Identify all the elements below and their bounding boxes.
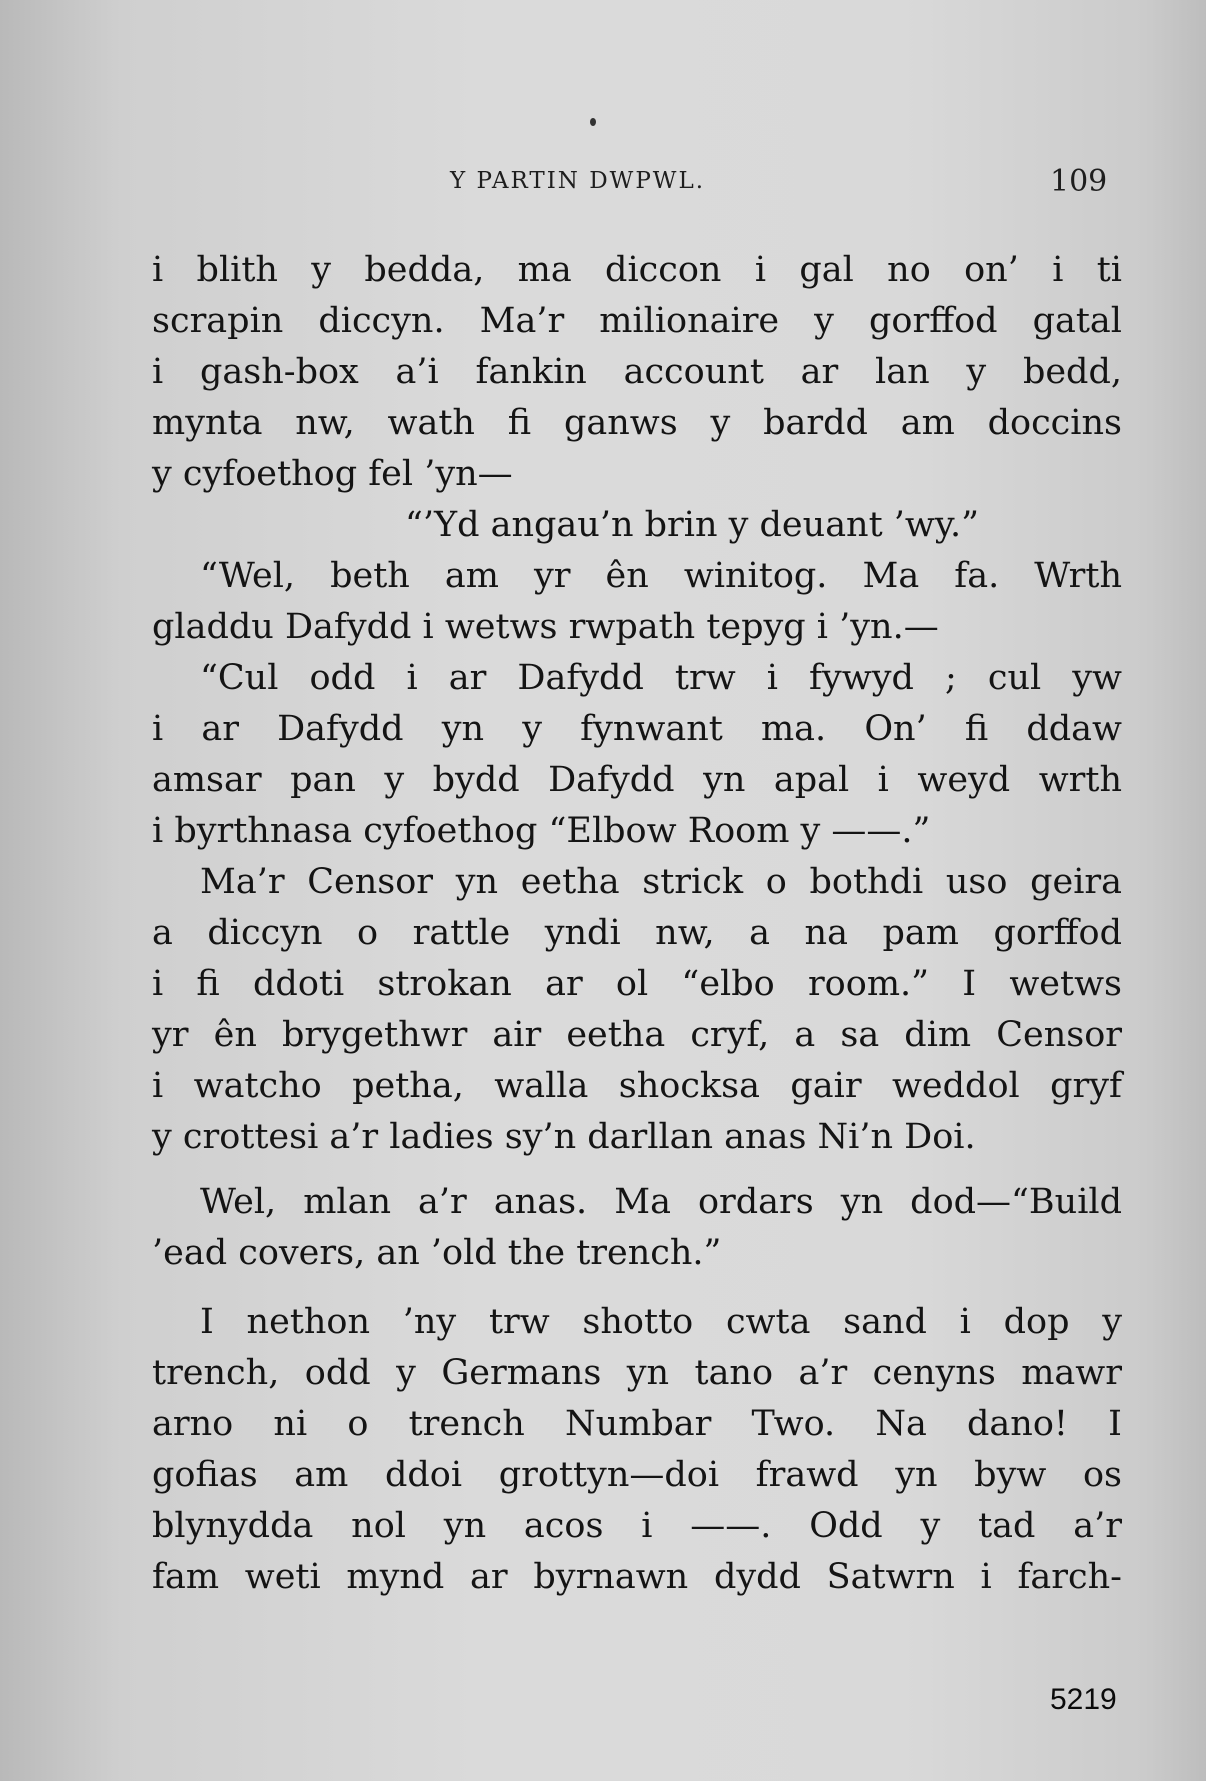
quotation [152,500,1122,551]
text-line: i ar Dafydd yn y fynwant ma. On’ fi ddaw [152,709,1122,749]
paragraph [152,1177,1122,1279]
ink-speck [590,118,596,126]
text-line: “Wel, beth am yr ên winitog. Ma fa. Wrth [200,556,1122,596]
paragraph [152,1297,1122,1603]
text-line: a diccyn o rattle yndi nw, a na pam gorffod [152,913,1122,953]
paragraph [152,653,1122,857]
text-line: i gash-box a’i fankin account ar lan y bedd, [152,352,1122,392]
archive-stamp-number: 5219 [1050,1683,1117,1716]
paragraph [152,857,1122,1163]
paragraph [152,551,1122,653]
text-line: trench, odd y Germans yn tano a’r cenyns mawr [152,1353,1122,1393]
text-line: i byrthnasa cyfoethog “Elbow Room y ——.” [152,811,931,851]
text-line: gladdu Dafydd i wetws rwpath tepyg i ’yn.— [152,607,939,647]
quote-line: “’Yd angau’n brin y deuant ’wy.” [404,505,980,545]
text-line: scrapin diccyn. Ma’r milionaire y gorffod gatal [152,301,1122,341]
text-line: yr ên brygethwr air eetha cryf, a sa dim Censor [152,1015,1122,1055]
text-line: ’ead covers, an ’old the trench.” [152,1233,722,1273]
text-line: arno ni o trench Numbar Two. Na dano! I [152,1404,1122,1444]
text-line: I nethon ’ny trw shotto cwta sand i dop y [200,1302,1122,1342]
text-line: mynta nw, wath fi ganws y bardd am doccins [152,403,1122,443]
running-head: Y PARTIN DWPWL. [450,168,706,194]
text-line: gofias am ddoi grottyn—doi frawd yn byw os [152,1455,1122,1495]
text-line: i blith y bedda, ma diccon i gal no on’ i ti [152,250,1122,290]
paragraph-gap [152,1279,1122,1297]
page-header [0,164,1206,208]
text-line: fam weti mynd ar byrnawn dydd Satwrn i farch- [152,1557,1122,1597]
text-line: y cyfoethog fel ’yn— [152,454,513,494]
text-line: “Cul odd i ar Dafydd trw i fywyd ; cul yw [200,658,1122,698]
page-number: 109 [1050,164,1108,199]
text-line: i watcho petha, walla shocksa gair weddol gryf [152,1066,1122,1106]
text-line: amsar pan y bydd Dafydd yn apal i weyd wrth [152,760,1122,800]
text-line: y crottesi a’r ladies sy’n darllan anas Ni’n Doi. [152,1117,976,1157]
text-line: Ma’r Censor yn eetha strick o bothdi uso geira [200,862,1122,902]
text-line: blynydda nol yn acos i ——. Odd y tad a’r [152,1506,1122,1546]
paragraph-gap [152,1163,1122,1177]
body-text [152,245,1122,1603]
paragraph [152,245,1122,500]
text-line: Wel, mlan a’r anas. Ma ordars yn dod—“Build [200,1182,1122,1222]
text-line: i fi ddoti strokan ar ol “elbo room.” I wetws [152,964,1122,1004]
